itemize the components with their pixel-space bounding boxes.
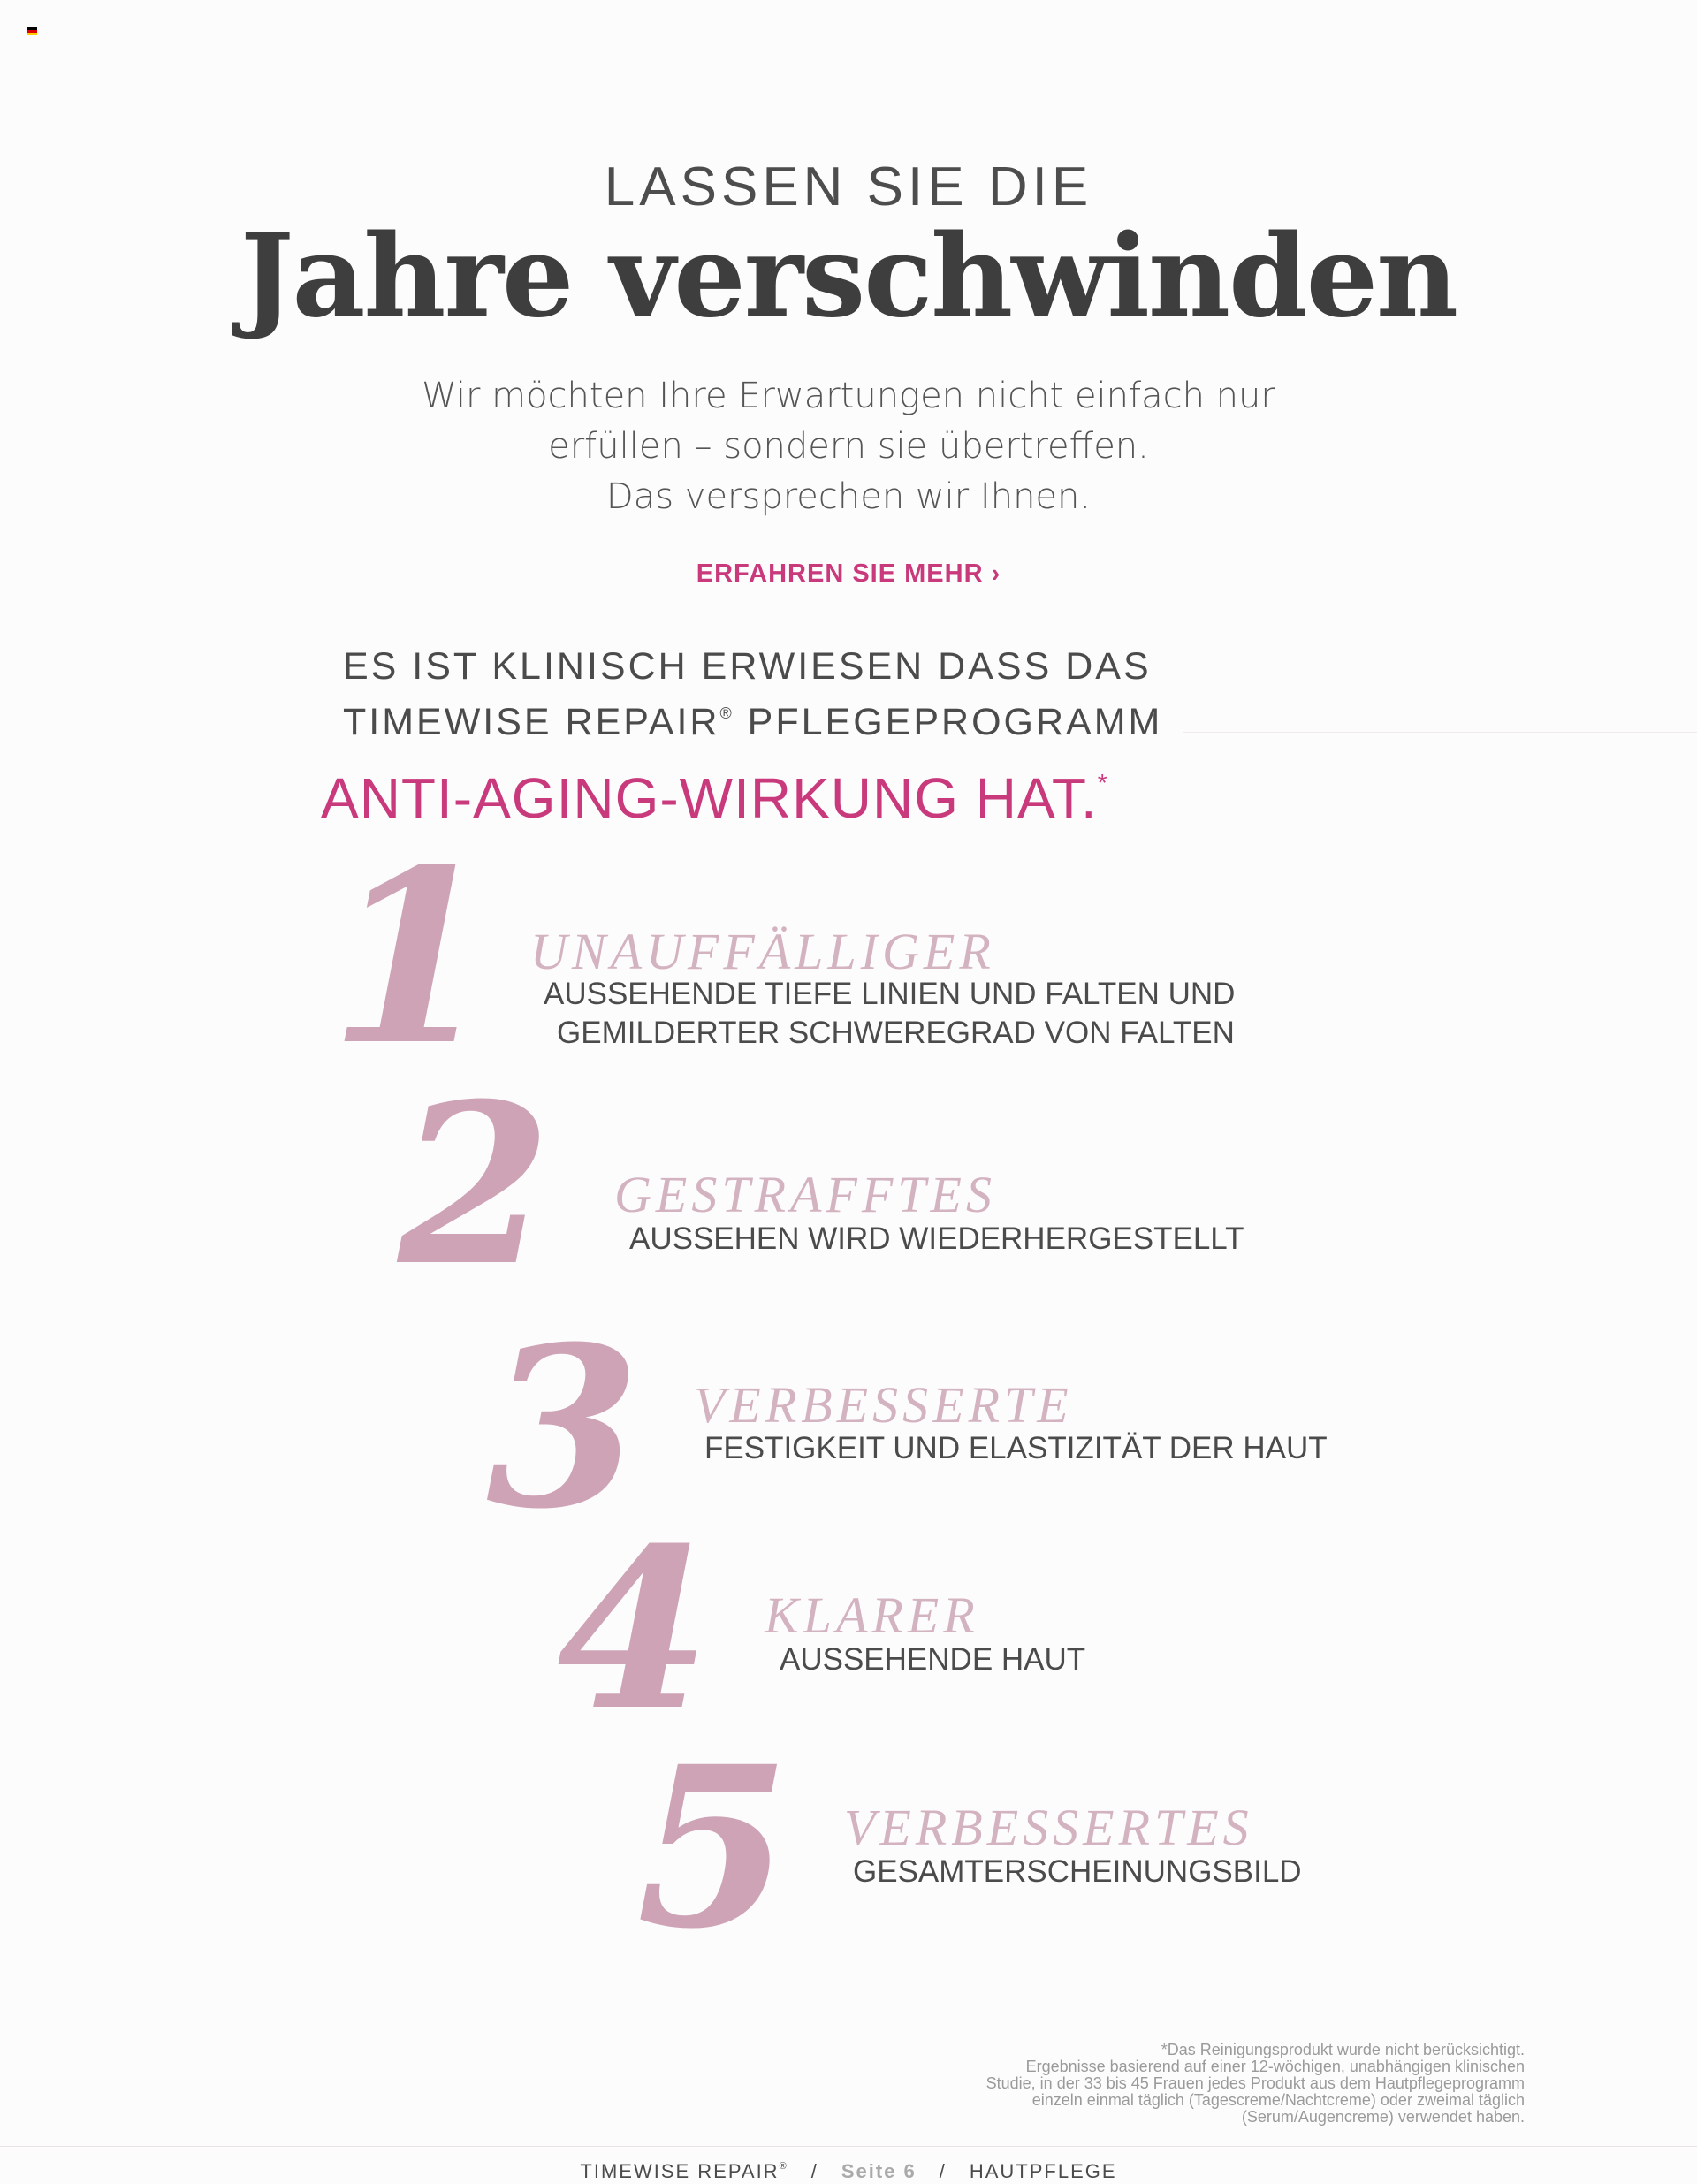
hero-subtitle [0,371,1697,522]
benefit-text-2 [629,1220,1244,1259]
hero-subtitle-line: erfüllen – sondern sie übertreffen. [548,426,1149,467]
benefit-number-2: 2 [398,1054,552,1314]
benefit-text-line: FESTIGKEIT UND ELASTIZITÄT DER HAUT [704,1431,1328,1465]
footer-section: HAUTPFLEGE [969,2160,1117,2182]
page-footer [0,2160,1697,2183]
clinical-claim [321,643,1163,833]
footer-registered-mark: ® [779,2161,788,2172]
claim-program: PFLEGEPROGRAMM [734,701,1163,743]
benefit-text-4 [780,1640,1085,1679]
clinical-footnote [729,2042,1525,2126]
benefit-text-line: AUSSEHEN WIRD WIEDERHERGESTELLT [629,1221,1244,1256]
learn-more-link[interactable]: ERFAHREN SIE MEHR › [696,559,1001,588]
footnote-line: einzeln einmal täglich (Tagescreme/Nachtcreme) oder zweimal täglich [1031,2091,1525,2109]
footnote-line: *Das Reinigungsprodukt wurde nicht berücksichtigt. [1161,2041,1525,2058]
benefit-headline-4: KLARER [765,1587,979,1644]
footer-divider [0,2146,1697,2147]
benefit-text-3 [704,1429,1328,1468]
language-flag-icon[interactable] [27,27,37,35]
divider [1183,732,1697,733]
footnote-line: (Serum/Augencreme) verwendet haben. [1241,2108,1525,2126]
benefit-number-3: 3 [486,1297,640,1557]
benefit-number-4: 4 [557,1499,711,1759]
footer-separator: / [810,2160,818,2182]
hero-title: Jahre verschwinden [240,210,1457,343]
flag-stripe-gold [27,33,37,35]
footer-separator: / [939,2160,947,2182]
claim-line-2 [343,690,1162,746]
registered-mark: ® [719,704,734,722]
benefit-text-line: AUSSEHENDE HAUT [780,1642,1086,1677]
claim-line-1: ES IST KLINISCH ERWIESEN DASS DAS [343,645,1152,688]
benefit-text-line: GEMILDERTER SCHWEREGRAD VON FALTEN [557,1016,1235,1050]
footer-brand: TIMEWISE REPAIR [580,2160,780,2182]
hero-subtitle-line: Das versprechen wir Ihnen. [605,476,1092,517]
benefit-text-5 [853,1853,1302,1891]
footnote-line: Ergebnisse basierend auf einer 12-wöchigen, unabhängigen klinischen [1025,2058,1525,2075]
benefit-text-line: GESAMTERSCHEINUNGSBILD [853,1854,1302,1889]
benefit-headline-3: VERBESSERTE [694,1376,1073,1434]
benefit-text-line: AUSSEHENDE TIEFE LINIEN UND FALTEN UND [544,977,1236,1011]
benefit-headline-2: GESTRAFFTES [614,1166,996,1223]
benefit-number-5: 5 [636,1717,790,1977]
benefit-text-1 [544,975,1235,1053]
footer-page-number: Seite 6 [841,2160,917,2182]
claim-accent-text: ANTI-AGING-WIRKUNG HAT. [321,766,1098,830]
footnote-line: Studie, in der 33 bis 45 Frauen jedes Produkt aus dem Hautpflegeprogramm [985,2074,1525,2092]
benefit-headline-1: UNAUFFÄLLIGER [530,923,995,980]
claim-product-name: TIMEWISE REPAIR [343,701,720,743]
hero-subtitle-line: Wir möchten Ihre Erwartungen nicht einfach nur [422,376,1275,416]
benefit-headline-5: VERBESSERTES [844,1799,1253,1856]
hero-kicker: LASSEN SIE DIE [604,156,1093,217]
benefit-number-1: 1 [329,817,495,1098]
footnote-mark: * [1097,769,1108,796]
